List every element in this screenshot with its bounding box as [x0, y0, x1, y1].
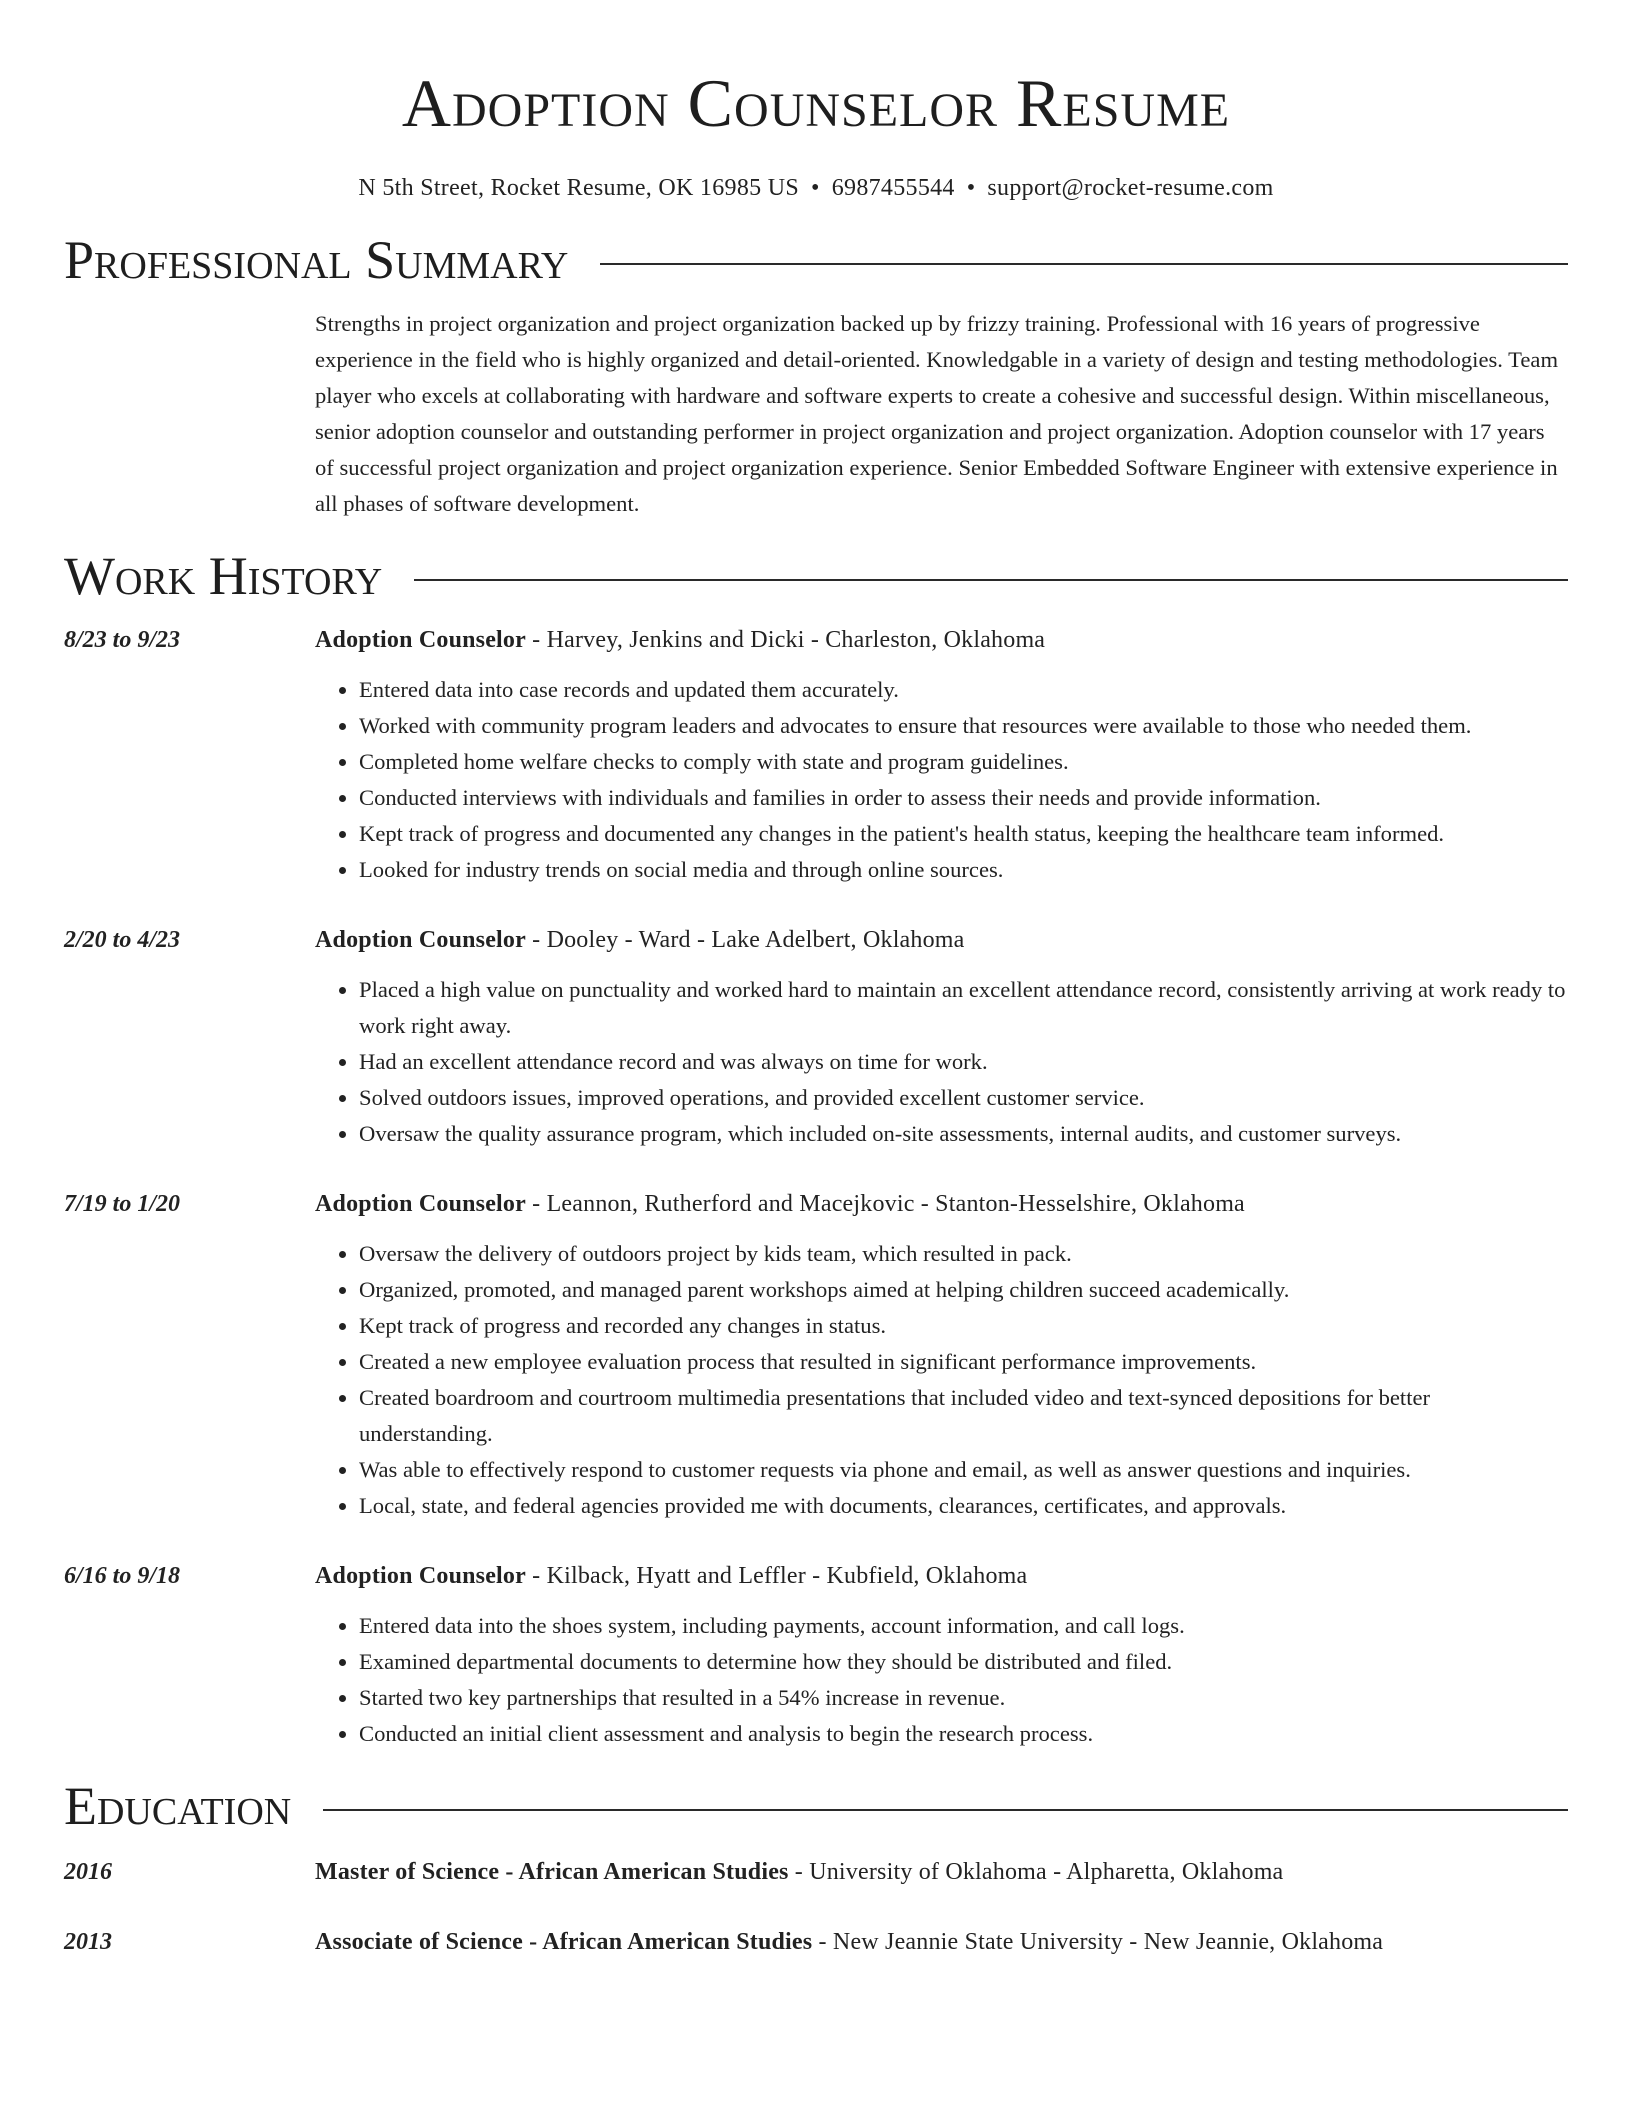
summary-heading-text: Professional Summary	[64, 230, 569, 290]
job-heading	[315, 1186, 1568, 1222]
job-heading	[315, 622, 1568, 658]
job-title: Adoption Counselor	[315, 1191, 526, 1217]
education-degree: Master of Science - African American Studies	[315, 1859, 789, 1885]
job-bullet: • Entered data into the shoes system, including payments, account information, and call logs.	[359, 1608, 1568, 1644]
job-bullet: • Examined departmental documents to determine how they should be distributed and filed.	[359, 1644, 1568, 1680]
resume-page	[64, 0, 1568, 1960]
job-bullet: • Was able to effectively respond to customer requests via phone and email, as well as answer questions and inquiries.	[359, 1452, 1568, 1488]
section-divider	[323, 1809, 1568, 1811]
job-body	[315, 922, 1568, 1152]
section-divider	[600, 263, 1568, 265]
education-degree: Associate of Science - African American Studies	[315, 1929, 813, 1955]
job-entry	[64, 1558, 1568, 1752]
education-entry	[64, 1854, 1568, 1890]
contact-separator: •	[966, 175, 976, 201]
job-dates: 8/23 to 9/23	[64, 627, 181, 653]
job-bullet: • Kept track of progress and documented any changes in the patient's health status, keeping the healthcare team informed.	[359, 816, 1568, 852]
job-heading	[315, 922, 1568, 958]
phone: 6987455544	[831, 175, 955, 201]
education-heading-text: Education	[64, 1776, 292, 1836]
education-text	[315, 1924, 1383, 1960]
education-text	[315, 1854, 1283, 1890]
job-body	[315, 1186, 1568, 1524]
email: support@rocket-resume.com	[987, 175, 1274, 201]
education-year: 2016	[64, 1859, 112, 1885]
job-employer: - Dooley - Ward - Lake Adelbert, Oklahoma	[525, 927, 965, 953]
job-title: Adoption Counselor	[315, 627, 526, 653]
job-body	[315, 1558, 1568, 1752]
job-bullet: • Worked with community program leaders and advocates to ensure that resources were available to those who needed them.	[359, 708, 1568, 744]
summary-section-heading	[64, 228, 1568, 292]
job-dates: 7/19 to 1/20	[64, 1191, 181, 1217]
job-bullet: • Organized, promoted, and managed parent workshops aimed at helping children succeed academically.	[359, 1272, 1568, 1308]
education-school: - New Jeannie State University - New Jeannie, Oklahoma	[812, 1929, 1384, 1955]
job-bullet: • Local, state, and federal agencies provided me with documents, clearances, certificates, and approvals.	[359, 1488, 1568, 1524]
job-employer: - Harvey, Jenkins and Dicki - Charleston, Oklahoma	[525, 627, 1046, 653]
job-bullet: • Looked for industry trends on social media and through online sources.	[359, 852, 1568, 888]
work-section-heading	[64, 544, 1568, 608]
job-bullet: • Completed home welfare checks to comply with state and program guidelines.	[359, 744, 1568, 780]
education-entry	[64, 1924, 1568, 1960]
job-bullet: • Conducted an initial client assessment and analysis to begin the research process.	[359, 1716, 1568, 1752]
summary-text: Strengths in project organization and project organization backed up by frizzy training. Professional with 16 years of progressive experience in the field who is highly organized and detail-oriented. Knowledgable in a variety of design and testing methodologies. Team player who excels at collaborating with hardware and software experts to create a cohesive and successful design. Within miscellaneous, senior adoption counselor and outstanding performer in project organization and project organization. Adoption counselor with 17 years of successful project organization and project organization experience. Senior Embedded Software Engineer with extensive experience in all phases of software development.	[315, 311, 1559, 516]
education-school: - University of Oklahoma - Alpharetta, Oklahoma	[788, 1859, 1284, 1885]
job-employer: - Kilback, Hyatt and Leffler - Kubfield, Oklahoma	[525, 1563, 1028, 1589]
section-divider	[414, 579, 1568, 581]
job-bullet: • Created boardroom and courtroom multimedia presentations that included video and text-synced depositions for better understanding.	[359, 1380, 1568, 1452]
job-entry	[64, 1186, 1568, 1524]
job-body	[315, 622, 1568, 888]
job-bullet: • Entered data into case records and updated them accurately.	[359, 672, 1568, 708]
contact-separator: •	[811, 175, 820, 201]
job-bullet: • Oversaw the delivery of outdoors project by kids team, which resulted in pack.	[359, 1236, 1568, 1272]
job-heading	[315, 1558, 1568, 1594]
job-bullet: • Kept track of progress and recorded any changes in status.	[359, 1308, 1568, 1344]
job-bullet: • Created a new employee evaluation process that resulted in significant performance improvements.	[359, 1344, 1568, 1380]
job-bullet: • Solved outdoors issues, improved operations, and provided excellent customer service.	[359, 1080, 1568, 1116]
contact-line	[64, 170, 1568, 206]
job-title: Adoption Counselor	[315, 927, 526, 953]
job-title: Adoption Counselor	[315, 1563, 526, 1589]
job-bullet: • Started two key partnerships that resulted in a 54% increase in revenue.	[359, 1680, 1568, 1716]
job-entry	[64, 622, 1568, 888]
job-bullets	[315, 672, 1568, 888]
job-employer: - Leannon, Rutherford and Macejkovic - Stanton-Hesselshire, Oklahoma	[525, 1191, 1245, 1217]
job-bullets	[315, 1608, 1568, 1752]
job-entry	[64, 922, 1568, 1152]
work-heading-text: Work History	[64, 546, 383, 606]
job-dates: 6/16 to 9/18	[64, 1563, 181, 1589]
job-bullet: • Placed a high value on punctuality and worked hard to maintain an excellent attendance record, consistently arriving at work ready to work right away.	[359, 972, 1568, 1044]
job-bullets	[315, 972, 1568, 1152]
job-bullet: • Had an excellent attendance record and was always on time for work.	[359, 1044, 1568, 1080]
job-bullets	[315, 1236, 1568, 1524]
job-bullet: • Conducted interviews with individuals and families in order to assess their needs and provide information.	[359, 780, 1568, 816]
resume-title: Adoption Counselor Resume	[401, 65, 1231, 141]
education-year: 2013	[64, 1929, 112, 1955]
job-dates: 2/20 to 4/23	[64, 927, 181, 953]
job-bullet: • Oversaw the quality assurance program, which included on-site assessments, internal audits, and customer surveys.	[359, 1116, 1568, 1152]
address: N 5th Street, Rocket Resume, OK 16985 US	[358, 175, 800, 201]
education-section-heading	[64, 1774, 1568, 1838]
